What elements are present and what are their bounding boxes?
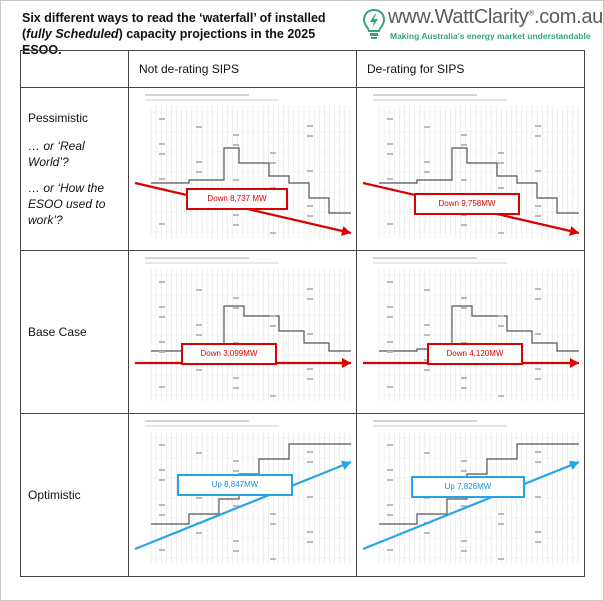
chart-cell bbox=[357, 88, 585, 251]
header-row bbox=[21, 51, 585, 88]
callout-label: Down 4,120MW bbox=[427, 343, 523, 365]
logo-tagline: Making Australia's energy market understandable bbox=[390, 31, 591, 41]
chart-thumbnail bbox=[145, 95, 351, 238]
page-title: Six different ways to read the ‘waterfall’ of installed (fully Scheduled) capacity projections in the 2025 ESOO. bbox=[22, 11, 326, 57]
callout-label: Down 9,758MW bbox=[414, 193, 520, 215]
waterfall-chart[interactable] bbox=[129, 251, 357, 413]
callout-label: Down 8,737 MW bbox=[186, 188, 288, 210]
wattclarity-logo[interactable] bbox=[360, 6, 603, 46]
column-header: De-rating for SIPS bbox=[357, 51, 585, 88]
chart-cell bbox=[129, 414, 357, 577]
waterfall-chart[interactable] bbox=[357, 251, 585, 413]
chart-thumbnail bbox=[373, 258, 579, 401]
callout-label: Up 7,826MW bbox=[411, 476, 525, 498]
logo-text: www.WattClarity®.com.au bbox=[388, 6, 603, 28]
row-label bbox=[21, 88, 129, 251]
callout-label: Up 8,847MW bbox=[177, 474, 293, 496]
corner-cell bbox=[21, 51, 129, 88]
chart-cell bbox=[129, 88, 357, 251]
waterfall-chart[interactable] bbox=[129, 88, 357, 250]
column-header: Not de-rating SIPS bbox=[129, 51, 357, 88]
chart-thumbnail bbox=[145, 258, 351, 401]
lightbulb-icon bbox=[362, 8, 386, 42]
callout-label: Down 3,099MW bbox=[181, 343, 277, 365]
waterfall-chart[interactable] bbox=[357, 88, 585, 250]
chart-cell bbox=[357, 414, 585, 577]
chart-cell bbox=[129, 251, 357, 414]
table-row bbox=[21, 251, 585, 414]
row-label-text: Pessimistic bbox=[28, 111, 89, 125]
chart-thumbnail bbox=[373, 95, 579, 238]
row-label: Base Case bbox=[21, 251, 129, 414]
scenario-table bbox=[20, 50, 585, 577]
row-label: Optimistic bbox=[21, 414, 129, 577]
table-row bbox=[21, 414, 585, 577]
row-sublabel: … or ‘How the ESOO used to work’? bbox=[28, 181, 106, 227]
table-row bbox=[21, 88, 585, 251]
chart-cell bbox=[357, 251, 585, 414]
row-sublabel: … or ‘Real World’? bbox=[28, 139, 85, 169]
